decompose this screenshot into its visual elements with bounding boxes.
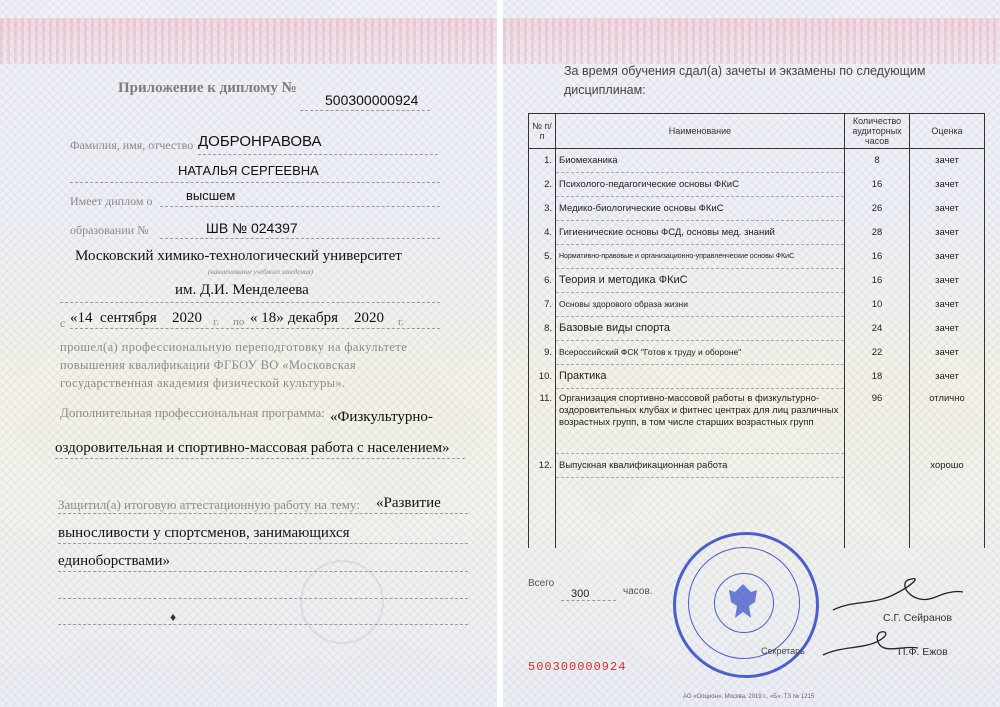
rector-name: С.Г. Сейранов [883, 612, 952, 624]
thesis-label: Защитил(а) итоговую аттестационную работу на тему: [58, 497, 360, 512]
cell-hours: 26 [845, 197, 910, 221]
table-row [529, 197, 985, 221]
to-day: « 18» [250, 310, 284, 326]
cell-name: Основы здорового образа жизни [556, 293, 845, 317]
cell-num: 4. [529, 221, 556, 245]
cell-hours: 96 [845, 389, 910, 454]
decorative-band [0, 18, 497, 64]
serial-number: 500300000924 [528, 660, 627, 674]
cell-name: Медико-биологические основы ФКиС [556, 197, 845, 221]
cell-num: 10. [529, 365, 556, 389]
cell-hours: 18 [845, 365, 910, 389]
table-row [529, 293, 985, 317]
cell-num: 5. [529, 245, 556, 269]
program-line1: «Физкультурно- [330, 409, 433, 425]
table-row [529, 389, 985, 454]
program-line2: оздоровительная и спортивно-массовая работа с населением» [55, 440, 450, 456]
to-year: 2020 [354, 310, 384, 326]
total-hours: 300 [571, 588, 590, 600]
diploma-number: 500300000924 [325, 92, 419, 108]
diploma-appendix-right-page [503, 0, 1000, 707]
decorative-band [503, 18, 1000, 64]
to-prefix: по [233, 316, 245, 328]
has-diploma-label: Имеет диплом о [70, 194, 153, 208]
intro-line2: дисциплинам: [564, 83, 646, 97]
education-level: высшем [186, 188, 236, 203]
header-num: № п/п [529, 114, 556, 149]
faded-emblem [300, 560, 384, 644]
cell-grade: зачет [910, 317, 985, 341]
cell-num: 1. [529, 149, 556, 173]
table-row [529, 245, 985, 269]
cell-grade: зачет [910, 341, 985, 365]
cell-grade: зачет [910, 197, 985, 221]
cell-hours: 24 [845, 317, 910, 341]
cell-num: 12. [529, 454, 556, 478]
header-hours: Количество аудиторных часов [845, 114, 910, 149]
cell-num: 11. [529, 389, 556, 454]
cell-grade: зачет [910, 221, 985, 245]
cell-name: Базовые виды спорта [556, 317, 845, 341]
diploma-appendix-left-page [0, 0, 497, 707]
from-year-suffix: г. [213, 316, 220, 328]
cell-num: 7. [529, 293, 556, 317]
appendix-title: Приложение к диплому № [118, 80, 297, 96]
cell-name: Биомеханика [556, 149, 845, 173]
cell-name: Теория и методика ФКиС [556, 269, 845, 293]
cell-hours: 16 [845, 245, 910, 269]
cell-hours: 16 [845, 173, 910, 197]
cell-num: 9. [529, 341, 556, 365]
table-row [529, 365, 985, 389]
cell-hours: 10 [845, 293, 910, 317]
from-year: 2020 [172, 310, 202, 326]
thesis-line2: выносливости у спортсменов, занимающихся [58, 525, 350, 541]
surname: ДОБРОНРАВОВА [198, 133, 322, 150]
table-row [529, 317, 985, 341]
printer-note: АО «Опцион», Москва, 2019 г., «Б». ТЗ № 1215 [683, 694, 815, 700]
from-month: сентября [100, 310, 157, 326]
cell-grade: зачет [910, 245, 985, 269]
cell-hours: 28 [845, 221, 910, 245]
cell-name: Гигиенические основы ФСД, основы мед. знаний [556, 221, 845, 245]
institution-line2: им. Д.И. Менделеева [175, 282, 309, 298]
cell-grade: зачет [910, 173, 985, 197]
cell-hours: 16 [845, 269, 910, 293]
star-mark-icon: ♦ [170, 610, 177, 624]
from-day: «14 [70, 310, 93, 326]
institution-caption: (наименование учебного заведения) [208, 268, 314, 276]
table-row [529, 341, 985, 365]
table-row [529, 221, 985, 245]
disciplines-table [528, 113, 985, 548]
total-label: Всего [528, 578, 555, 589]
cell-name: Психолого-педагогические основы ФКиС [556, 173, 845, 197]
cell-hours: 22 [845, 341, 910, 365]
cell-hours: 8 [845, 149, 910, 173]
cell-num: 3. [529, 197, 556, 221]
thesis-line1: «Развитие [376, 495, 441, 511]
secretary-name: П.Ф. Ежов [898, 646, 948, 658]
cell-grade: зачет [910, 365, 985, 389]
cell-name: Выпускная квалификационная работа [556, 454, 845, 478]
intro-line1: За время обучения сдал(а) зачеты и экзамены по следующим [564, 64, 926, 78]
total-unit: часов. [623, 586, 653, 597]
education-label: образовании № [70, 223, 149, 237]
cell-grade: хорошо [910, 454, 985, 478]
to-year-suffix: г. [398, 316, 405, 328]
program-label: Дополнительная профессиональная программа: [60, 405, 325, 420]
education-number: ШВ № 024397 [206, 220, 298, 236]
cell-name: Всероссийский ФСК "Готов к труду и обороне" [556, 341, 845, 365]
header-grade: Оценка [910, 114, 985, 149]
cell-grade: отлично [910, 389, 985, 454]
cell-grade: зачет [910, 293, 985, 317]
thesis-line3: единоборствами» [58, 553, 171, 569]
given-names: НАТАЛЬЯ СЕРГЕЕВНА [178, 163, 319, 178]
to-month: декабря [288, 310, 339, 326]
passed-text: прошел(а) профессиональную переподготовку на факультете повышения квалификации ФГБОУ ВО «Московская государственная академия физической культуры». [60, 340, 408, 390]
cell-name: Нормативно-правовые и организационно-управленческие основы ФКиС [556, 245, 845, 269]
cell-grade: зачет [910, 269, 985, 293]
cell-name: Организация спортивно-массовой работы в физкультурно-оздоровительных клубах и фитнес центрах для лиц различных возрастных групп, в том числе старших возрастных групп [556, 389, 845, 454]
cell-grade: зачет [910, 149, 985, 173]
cell-num: 6. [529, 269, 556, 293]
cell-num: 2. [529, 173, 556, 197]
header-name: Наименование [556, 114, 845, 149]
official-seal [673, 532, 819, 678]
fio-label: Фамилия, имя, отчество [70, 138, 194, 152]
cell-hours [845, 454, 910, 478]
secretary-label: Секретарь [761, 646, 805, 656]
table-row [529, 149, 985, 173]
cell-num: 8. [529, 317, 556, 341]
table-row [529, 173, 985, 197]
cell-name: Практика [556, 365, 845, 389]
from-prefix: с [60, 316, 66, 330]
table-row [529, 454, 985, 478]
table-row [529, 269, 985, 293]
institution-line1: Московский химико-технологический университет [75, 248, 402, 264]
